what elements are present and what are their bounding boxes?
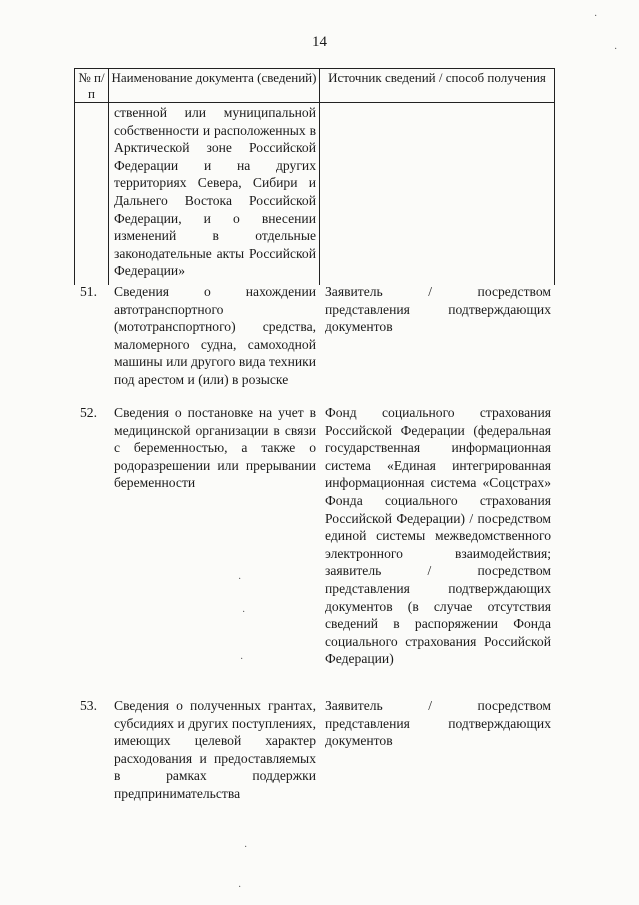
scan-speck: ·: [238, 882, 242, 893]
table-border-col1: [108, 103, 109, 285]
scan-speck: ·: [594, 11, 598, 22]
scan-speck: ·: [238, 574, 242, 585]
row-51-source: Заявитель / посредством представления подтверждающих документов: [325, 284, 551, 335]
table-border-left: [74, 103, 75, 285]
header-col-number: № п/п: [75, 69, 109, 102]
scan-speck: ·: [240, 654, 244, 665]
row-52-name: Сведения о постановке на учет в медицинской организации в связи с беременностью, а также о родоразрешении или прерывании беременности: [114, 405, 316, 491]
page-number: 14: [312, 34, 327, 50]
header-col-source: Источник сведений / способ получения: [328, 70, 546, 85]
scan-speck: ·: [614, 44, 618, 55]
row-52-source: Фонд социального страхования Российской Федерации (федеральная государственная информационная система «Единая интегрированная информационная система «Соцстрах» Фонда социального страхования Российской Федерации) / посредством единой системы межведомственного электронного взаимодействия; заявитель / посредством представления подтверждающих документов (в случае отсутствия сведений в распоряжении Фонда социального страхования Российской Федерации): [325, 405, 551, 667]
row-52-number: 52.: [80, 405, 97, 420]
row-53-name: Сведения о полученных грантах, субсидиях и других поступлениях, имеющих целевой характер расходования и предоставляемых в рамках поддержки предпринимательства: [114, 698, 316, 801]
row-51-number: 51.: [80, 284, 97, 299]
scan-speck: ·: [242, 607, 246, 618]
continuation-name: ственной или муниципальной собственности и расположенных в Арктической зоне Российской Федерации и на других территориях Севера, Сибири и Дальнего Востока Российской Федерации, и о внесении изменений в отдельные законодательные акты Российской Федерации»: [114, 105, 316, 279]
table-border-col2: [319, 103, 320, 285]
row-53-source: Заявитель / посредством представления подтверждающих документов: [325, 698, 551, 749]
row-53-number: 53.: [80, 698, 97, 713]
row-51-name: Сведения о нахождении автотранспортного (мототранспортного) средства, маломерного судна, самоходной машины или другого вида техники под арестом и (или) в розыске: [114, 284, 316, 387]
table-border-right: [554, 103, 555, 285]
table-header: [74, 68, 555, 103]
scan-speck: ·: [244, 842, 248, 853]
header-col-name: Наименование документа (сведений): [109, 69, 320, 102]
